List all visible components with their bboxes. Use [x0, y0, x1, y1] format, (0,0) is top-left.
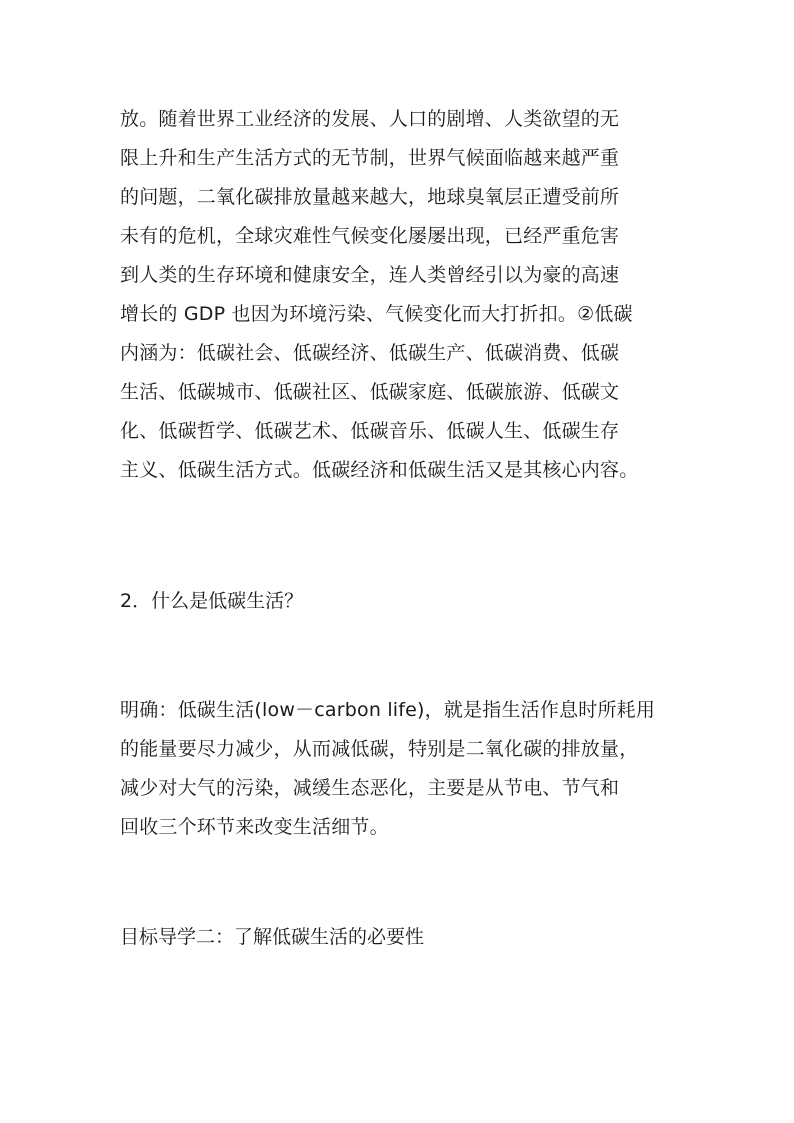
answer-line: 明确：低碳生活(low－carbon life)，就是指生活作息时所耗用 — [120, 699, 656, 721]
answer-line: 的能量要尽力减少，从而减低碳，特别是二氧化碳的排放量， — [120, 738, 639, 760]
paragraph-line: 内涵为：低碳社会、低碳经济、低碳生产、低碳消费、低碳 — [120, 342, 620, 364]
paragraph-line: 主义、低碳生活方式。低碳经济和低碳生活又是其核心内容。 — [120, 459, 639, 481]
paragraph-line: 的问题，二氧化碳排放量越来越大，地球臭氧层正遭受前所 — [120, 186, 620, 208]
paragraph-line: 限上升和生产生活方式的无节制，世界气候面临越来越严重 — [120, 147, 620, 169]
answer-line: 回收三个环节来改变生活细节。 — [120, 816, 389, 838]
answer-line: 减少对大气的污染，减缓生态恶化，主要是从节电、节气和 — [120, 777, 620, 799]
paragraph-line: 放。随着世界工业经济的发展、人口的剧增、人类欲望的无 — [120, 108, 620, 130]
question-heading: 2．什么是低碳生活？ — [120, 590, 304, 612]
paragraph-line: 增长的 GDP 也因为环境污染、气候变化而大打折扣。②低碳 — [120, 303, 633, 325]
section-heading-goal-two: 目标导学二：了解低碳生活的必要性 — [120, 926, 425, 948]
paragraph-line: 到人类的生存环境和健康安全，连人类曾经引以为豪的高速 — [120, 264, 620, 286]
paragraph-line: 生活、低碳城市、低碳社区、低碳家庭、低碳旅游、低碳文 — [120, 381, 620, 403]
paragraph-line: 化、低碳哲学、低碳艺术、低碳音乐、低碳人生、低碳生存 — [120, 420, 620, 442]
paragraph-line: 未有的危机，全球灾难性气候变化屡屡出现，已经严重危害 — [120, 225, 620, 247]
